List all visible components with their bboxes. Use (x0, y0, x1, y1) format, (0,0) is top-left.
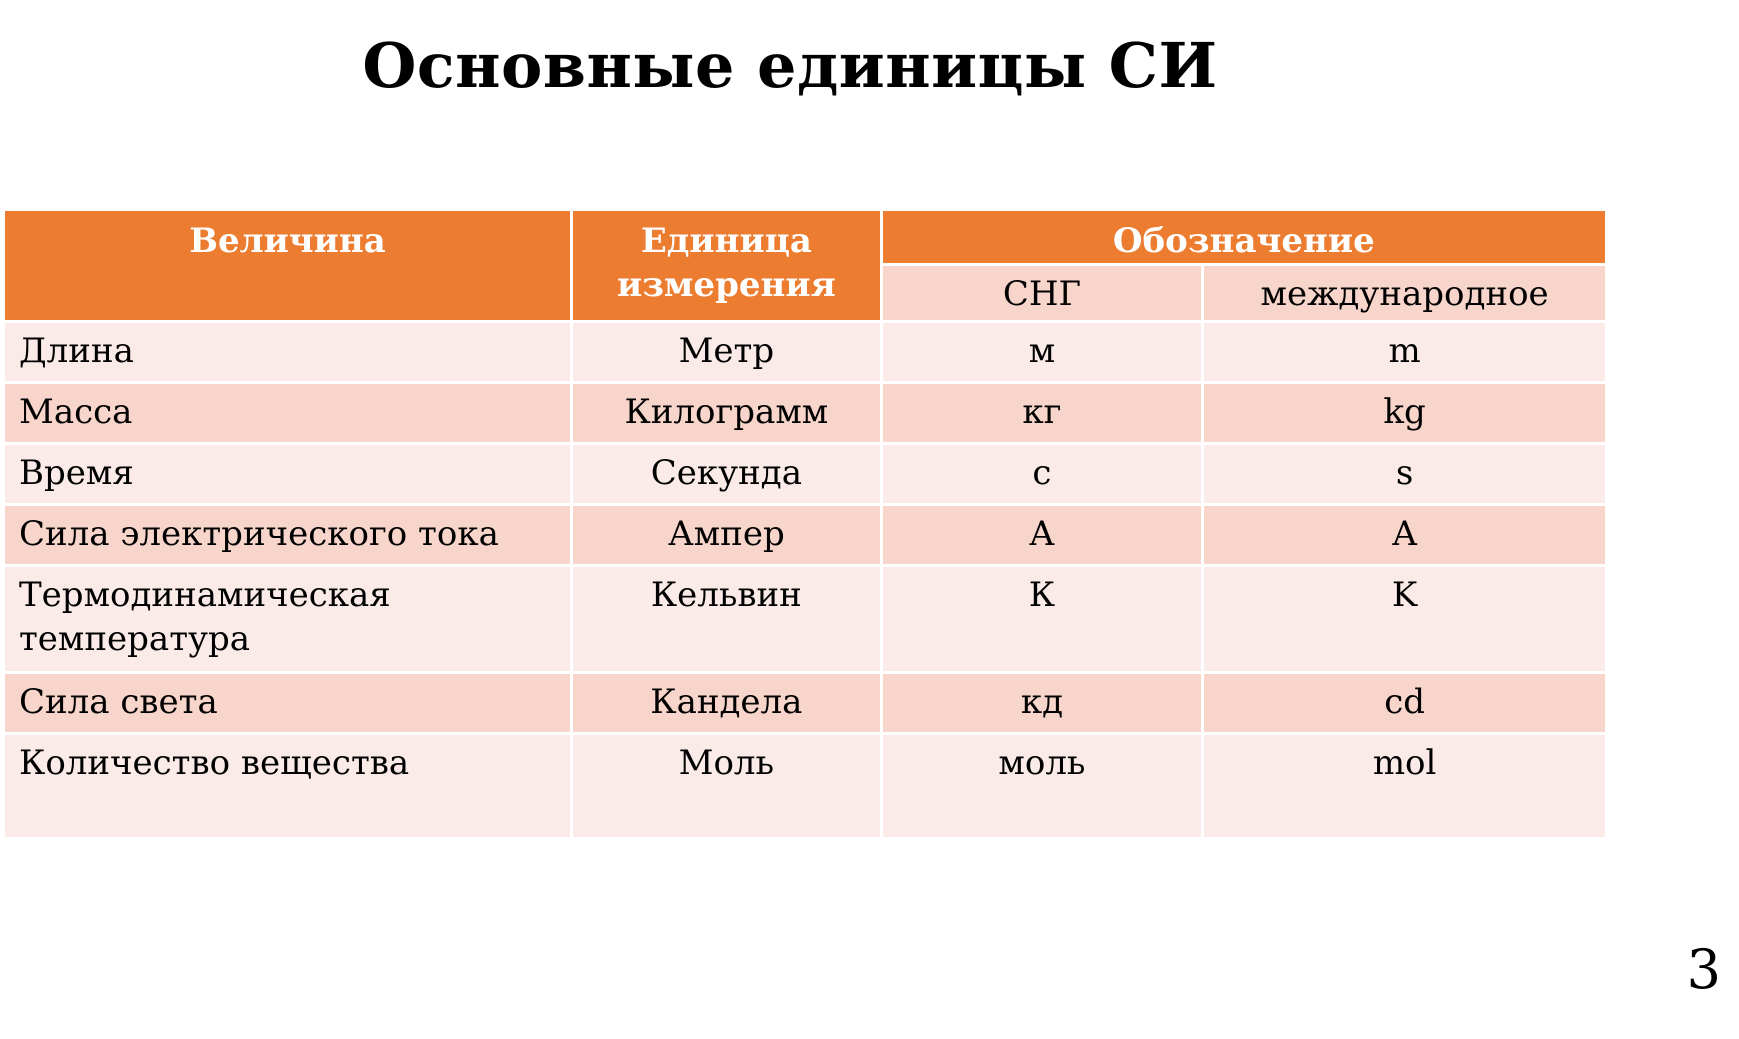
cell-international: mol (1204, 735, 1605, 837)
cell-unit: Моль (573, 735, 880, 837)
cell-cis: К (883, 567, 1202, 671)
cell-international: s (1204, 445, 1605, 503)
cell-quantity: Масса (5, 384, 570, 442)
cell-international: m (1204, 323, 1605, 381)
header-designation: Обозначение (883, 211, 1605, 263)
header-quantity: Величина (5, 211, 570, 320)
cell-cis: м (883, 323, 1202, 381)
cell-international: A (1204, 506, 1605, 564)
header-unit: Единица измерения (573, 211, 880, 320)
cell-cis: кг (883, 384, 1202, 442)
cell-unit: Килограмм (573, 384, 880, 442)
table-row (5, 445, 1605, 503)
table-row (5, 735, 1605, 837)
table-row (5, 674, 1605, 732)
table-row (5, 323, 1605, 381)
cell-international: K (1204, 567, 1605, 671)
cell-quantity: Количество вещества (5, 735, 570, 837)
cell-cis: кд (883, 674, 1202, 732)
table-row (5, 567, 1605, 671)
page-number: 3 (1686, 938, 1721, 1001)
cell-international: kg (1204, 384, 1605, 442)
cell-unit: Ампер (573, 506, 880, 564)
cell-international: cd (1204, 674, 1605, 732)
cell-quantity: Сила электрического тока (5, 506, 570, 564)
cell-unit: Секунда (573, 445, 880, 503)
cell-cis: А (883, 506, 1202, 564)
si-units-table (2, 208, 1608, 840)
header-cis: СНГ (883, 266, 1202, 320)
cell-unit: Кандела (573, 674, 880, 732)
cell-cis: моль (883, 735, 1202, 837)
cell-cis: с (883, 445, 1202, 503)
table-row (5, 506, 1605, 564)
cell-quantity: Время (5, 445, 570, 503)
table-row (5, 384, 1605, 442)
cell-quantity: Термодинамическая температура (5, 567, 570, 671)
cell-unit: Метр (573, 323, 880, 381)
header-international: международное (1204, 266, 1605, 320)
cell-unit: Кельвин (573, 567, 880, 671)
page-title: Основные единицы СИ (362, 29, 1218, 102)
cell-quantity: Сила света (5, 674, 570, 732)
cell-quantity: Длина (5, 323, 570, 381)
